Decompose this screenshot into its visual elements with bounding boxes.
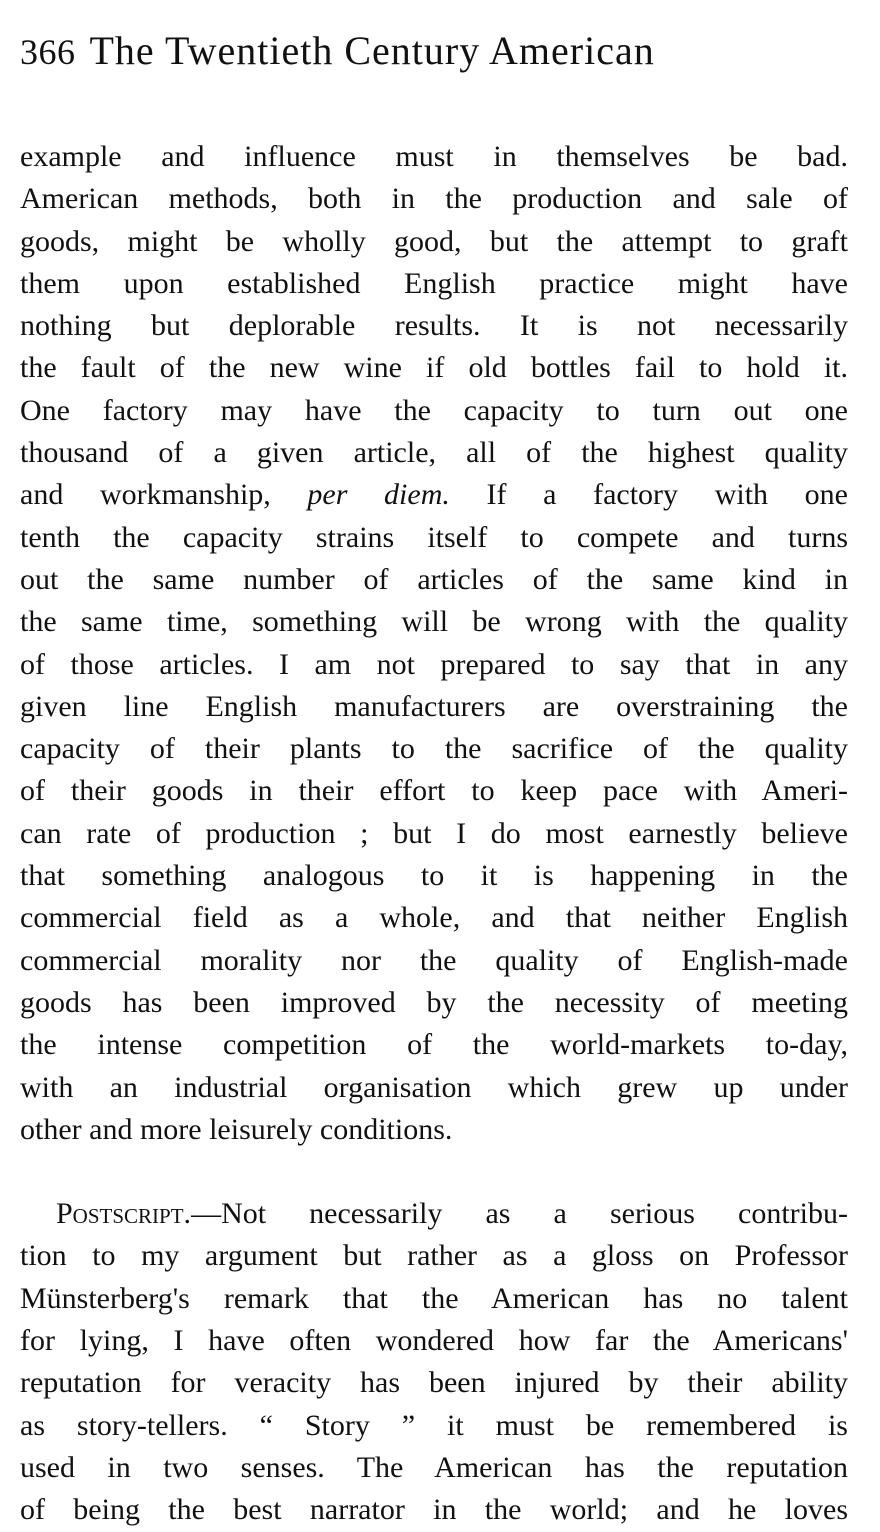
italic-phrase: per diem. (307, 478, 450, 512)
text-line: as story-tellers. “ Story ” it must be remembered is (20, 1408, 848, 1442)
line-segment: and workmanship, (20, 478, 308, 512)
text-line: thousand of a given article, all of the highest quality (20, 436, 848, 470)
line-segment: —Not necessarily as a serious contribu- (191, 1197, 848, 1231)
text-line: the same time, something will be wrong with the quality (20, 605, 848, 639)
text-line: example and influence must in themselves be bad. (20, 140, 848, 173)
book-page (20, 22, 848, 1532)
postscript-lead: Postscript. (56, 1197, 192, 1231)
text-line: the fault of the new wine if old bottles fail to hold it. (20, 351, 848, 385)
text-line: goods has been improved by the necessity of meeting (20, 985, 848, 1019)
text-line: reputation for veracity has been injured by their ability (20, 1366, 848, 1400)
text-line: used in two senses. The American has the reputation (20, 1450, 848, 1484)
text-line: out the same number of articles of the same kind in (20, 562, 848, 596)
text-line: for lying, I have often wondered how far the Americans' (20, 1324, 848, 1358)
text-line: commercial field as a whole, and that neither English (20, 901, 848, 935)
paragraph-1 (20, 136, 848, 1151)
text-line: can rate of production ; but I do most earnestly believe (20, 816, 848, 850)
text-line: commercial morality nor the quality of English-made (20, 943, 848, 977)
running-header (20, 22, 848, 80)
text-line: that something analogous to it is happening in the (20, 859, 848, 893)
text-line: other and more leisurely conditions. (20, 1112, 453, 1146)
postscript-first-line (20, 1193, 848, 1235)
text-line-with-italic (20, 474, 848, 516)
text-line: given line English manufacturers are overstraining the (20, 689, 848, 723)
text-line: capacity of their plants to the sacrifice of the quality (20, 732, 848, 766)
text-line: Münsterberg's remark that the American has no talent (20, 1281, 848, 1315)
text-line: of their goods in their effort to keep pace with Ameri- (20, 774, 848, 808)
paragraph-2-postscript (20, 1193, 848, 1531)
text-line: nothing but deplorable results. It is not necessarily (20, 309, 848, 343)
text-line: goods, might be wholly good, but the attempt to graft (20, 224, 848, 258)
running-title: The Twentieth Century American (89, 28, 655, 73)
text-line: with an industrial organisation which grew up under (20, 1070, 848, 1104)
text-line: of those articles. I am not prepared to say that in any (20, 647, 848, 681)
text-line: tion to my argument but rather as a gloss on Professor (20, 1239, 848, 1273)
line-segment: If a factory with one (449, 478, 848, 512)
text-line: tenth the capacity strains itself to compete and turns (20, 520, 848, 554)
text-line: of being the best narrator in the world; and he loves (20, 1493, 848, 1527)
paragraph-gap (20, 1151, 848, 1193)
text-line: the intense competition of the world-markets to-day, (20, 1028, 848, 1062)
text-line: American methods, both in the production and sale of (20, 182, 848, 216)
text-line: them upon established English practice might have (20, 266, 848, 300)
page-number: 366 (20, 32, 76, 72)
text-line: One factory may have the capacity to turn out one (20, 393, 848, 427)
